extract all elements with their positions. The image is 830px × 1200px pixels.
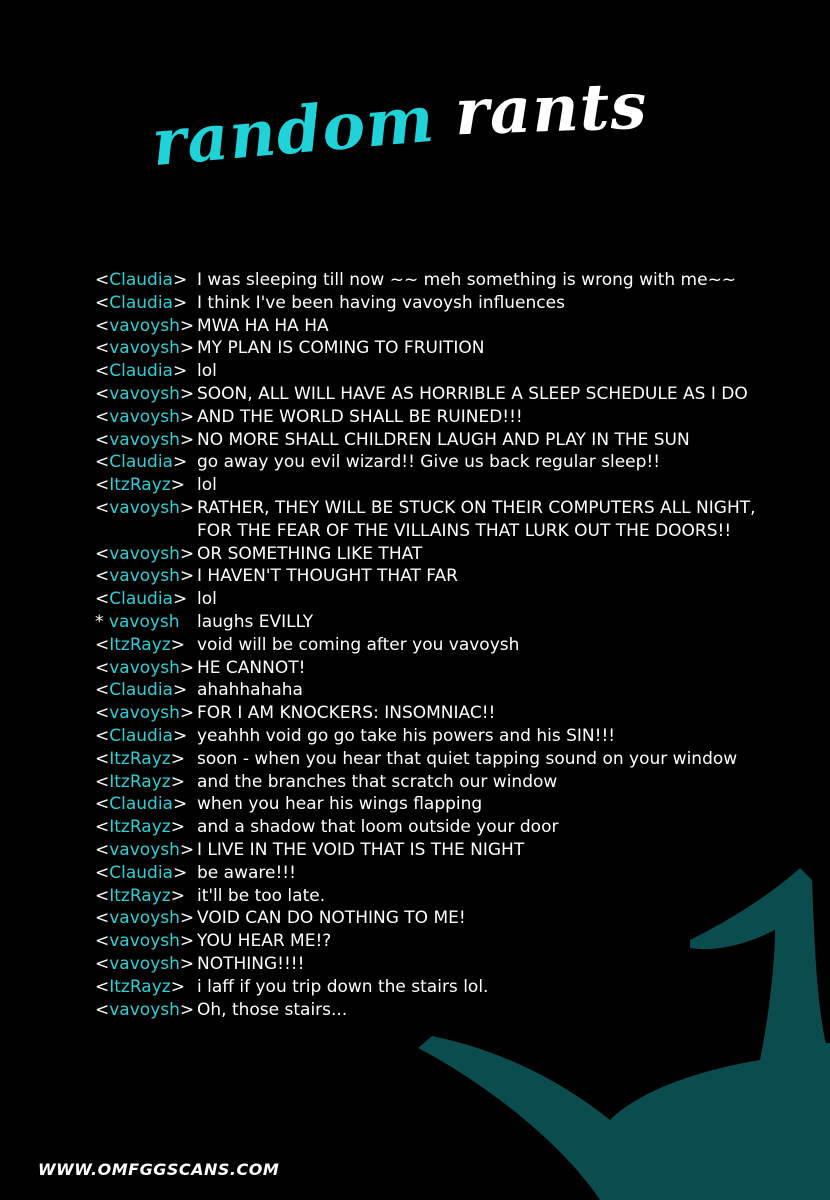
- chat-message: i laff if you trip down the stairs lol.: [197, 976, 489, 997]
- nick-name: Claudia: [109, 270, 173, 290]
- nick-name: ItzRayz: [109, 976, 171, 997]
- chat-line: [95, 543, 795, 566]
- chat-line: [95, 474, 795, 497]
- chat-message: RATHER, THEY WILL BE STUCK ON THEIR COMPUTERS ALL NIGHT, FOR THE FEAR OF THE VILLAINS THAT LURK OUT THE DOORS!!: [197, 497, 756, 541]
- chat-line: [95, 839, 795, 862]
- chat-line: [95, 885, 795, 908]
- chat-nick: <Claudia>: [95, 361, 188, 382]
- chat-line: [95, 999, 795, 1022]
- chat-message: SOON, ALL WILL HAVE AS HORRIBLE A SLEEP SCHEDULE AS I DO: [197, 383, 748, 404]
- nick-name: ItzRayz: [109, 817, 171, 838]
- chat-nick: <Claudia>: [95, 270, 188, 290]
- chat-nick: <vavoysh>: [95, 338, 195, 359]
- chat-log: [95, 269, 795, 1021]
- chat-message: soon - when you hear that quiet tapping sound on your window: [197, 748, 738, 769]
- chat-nick: <ItzRayz>: [95, 748, 185, 769]
- chat-message: lol: [197, 361, 217, 382]
- nick-name: vavoysh: [108, 611, 180, 632]
- chat-message: go away you evil wizard!! Give us back regular sleep!!: [197, 452, 661, 473]
- chat-nick: <ItzRayz>: [95, 976, 185, 997]
- chat-nick: <vavoysh>: [95, 908, 195, 929]
- chat-message: I think I've been having vavoysh influences: [197, 292, 565, 313]
- chat-line: [95, 565, 795, 588]
- chat-nick: <vavoysh>: [95, 657, 195, 678]
- chat-line: [95, 657, 795, 680]
- nick-name: vavoysh: [109, 338, 180, 359]
- chat-message: yeahhh void go go take his powers and his SIN!!!: [197, 725, 616, 746]
- chat-line: [95, 907, 795, 930]
- chat-nick: <ItzRayz>: [95, 634, 185, 655]
- nick-name: vavoysh: [109, 315, 180, 336]
- nick-name: Claudia: [109, 589, 173, 610]
- chat-nick: <vavoysh>: [95, 566, 195, 587]
- chat-message: YOU HEAR ME!?: [197, 931, 332, 952]
- nick-name: Claudia: [109, 862, 173, 883]
- chat-nick: <ItzRayz>: [95, 475, 185, 496]
- chat-line: [95, 383, 795, 406]
- page-title: [149, 68, 649, 182]
- chat-nick: <Claudia>: [95, 452, 188, 473]
- chat-message: lol: [197, 589, 217, 610]
- nick-name: vavoysh: [109, 953, 180, 974]
- chat-nick: <vavoysh>: [95, 315, 195, 336]
- chat-message: it'll be too late.: [197, 885, 326, 906]
- chat-nick: <vavoysh>: [95, 383, 195, 404]
- chat-message: FOR I AM KNOCKERS: INSOMNIAC!!: [197, 703, 496, 724]
- chat-nick: <vavoysh>: [95, 543, 195, 564]
- nick-name: vavoysh: [109, 543, 180, 564]
- chat-line: [95, 497, 795, 543]
- chat-line: [95, 771, 795, 794]
- chat-message: MY PLAN IS COMING TO FRUITION: [197, 338, 485, 359]
- chat-line: [95, 360, 795, 383]
- nick-name: vavoysh: [109, 703, 180, 724]
- chat-nick: <vavoysh>: [95, 429, 195, 450]
- chat-message: MWA HA HA HA: [197, 315, 329, 336]
- chat-line: [95, 748, 795, 771]
- chat-message: NO MORE SHALL CHILDREN LAUGH AND PLAY IN THE SUN: [197, 429, 690, 450]
- chat-nick: <vavoysh>: [95, 999, 195, 1020]
- nick-name: Claudia: [109, 452, 173, 473]
- chat-message: and a shadow that loom outside your door: [197, 817, 559, 838]
- chat-line: [95, 406, 795, 429]
- chat-nick: <Claudia>: [95, 794, 188, 815]
- chat-nick: <ItzRayz>: [95, 885, 185, 906]
- chat-nick: <Claudia>: [95, 862, 188, 883]
- chat-line: [95, 429, 795, 452]
- chat-message: NOTHING!!!!: [197, 953, 305, 974]
- nick-name: Claudia: [109, 680, 173, 701]
- chat-message: HE CANNOT!: [197, 657, 306, 678]
- chat-line: [95, 588, 795, 611]
- nick-name: vavoysh: [109, 406, 180, 427]
- chat-message: lol: [197, 475, 217, 496]
- chat-line: [95, 816, 795, 839]
- nick-name: ItzRayz: [109, 634, 171, 655]
- nick-name: vavoysh: [109, 931, 180, 952]
- chat-message: and the branches that scratch our window: [197, 771, 558, 792]
- chat-nick: <Claudia>: [95, 589, 188, 610]
- nick-name: Claudia: [109, 725, 173, 746]
- chat-message: I LIVE IN THE VOID THAT IS THE NIGHT: [197, 839, 525, 860]
- chat-line: [95, 315, 795, 338]
- chat-line: [95, 702, 795, 725]
- chat-message: OR SOMETHING LIKE THAT: [197, 543, 423, 564]
- chat-line: [95, 930, 795, 953]
- chat-nick: <Claudia>: [95, 725, 188, 746]
- nick-name: vavoysh: [109, 429, 180, 450]
- title-word-rants: rants: [453, 68, 649, 151]
- chat-line: [95, 292, 795, 315]
- chat-message: ahahhahaha: [197, 680, 303, 701]
- chat-line: [95, 862, 795, 885]
- chat-nick: <vavoysh>: [95, 931, 195, 952]
- chat-nick: <ItzRayz>: [95, 771, 185, 792]
- chat-line: [95, 793, 795, 816]
- site-url: WWW.OMFGGSCANS.COM: [38, 1160, 280, 1179]
- nick-name: ItzRayz: [109, 885, 171, 906]
- chat-nick: <vavoysh>: [95, 839, 195, 860]
- chat-line: [95, 337, 795, 360]
- chat-message: void will be coming after you vavoysh: [197, 634, 520, 655]
- nick-name: vavoysh: [109, 839, 180, 860]
- nick-name: vavoysh: [109, 383, 180, 404]
- chat-line: [95, 634, 795, 657]
- nick-name: Claudia: [109, 292, 173, 313]
- nick-name: ItzRayz: [109, 748, 171, 769]
- chat-line: [95, 725, 795, 748]
- chat-line: [95, 611, 795, 634]
- chat-message: I was sleeping till now ~~ meh something is wrong with me~~: [197, 270, 737, 290]
- nick-name: ItzRayz: [109, 771, 171, 792]
- chat-message: when you hear his wings flapping: [197, 794, 483, 815]
- chat-line: [95, 976, 795, 999]
- title-word-random: random: [149, 81, 438, 182]
- chat-message: laughs EVILLY: [197, 611, 314, 632]
- nick-name: vavoysh: [109, 566, 180, 587]
- nick-name: Claudia: [109, 361, 173, 382]
- chat-line: [95, 269, 795, 292]
- nick-name: Claudia: [109, 794, 173, 815]
- chat-nick: <ItzRayz>: [95, 817, 185, 838]
- chat-message: be aware!!!: [197, 862, 296, 883]
- chat-message: VOID CAN DO NOTHING TO ME!: [197, 908, 466, 929]
- nick-name: vavoysh: [109, 497, 180, 518]
- chat-nick: <vavoysh>: [95, 703, 195, 724]
- chat-line: [95, 953, 795, 976]
- chat-message: I HAVEN'T THOUGHT THAT FAR: [197, 566, 458, 587]
- chat-line: [95, 679, 795, 702]
- nick-name: vavoysh: [109, 908, 180, 929]
- nick-name: vavoysh: [109, 657, 180, 678]
- chat-nick: <Claudia>: [95, 680, 188, 701]
- nick-name: vavoysh: [109, 999, 180, 1020]
- chat-message: Oh, those stairs...: [197, 999, 348, 1020]
- chat-nick: <vavoysh>: [95, 406, 195, 427]
- nick-name: ItzRayz: [109, 475, 171, 496]
- chat-message: AND THE WORLD SHALL BE RUINED!!!: [197, 406, 523, 427]
- chat-action-nick: * vavoysh: [95, 611, 180, 632]
- chat-nick: <vavoysh>: [95, 497, 195, 518]
- chat-line: [95, 451, 795, 474]
- chat-nick: <vavoysh>: [95, 953, 195, 974]
- chat-nick: <Claudia>: [95, 292, 188, 313]
